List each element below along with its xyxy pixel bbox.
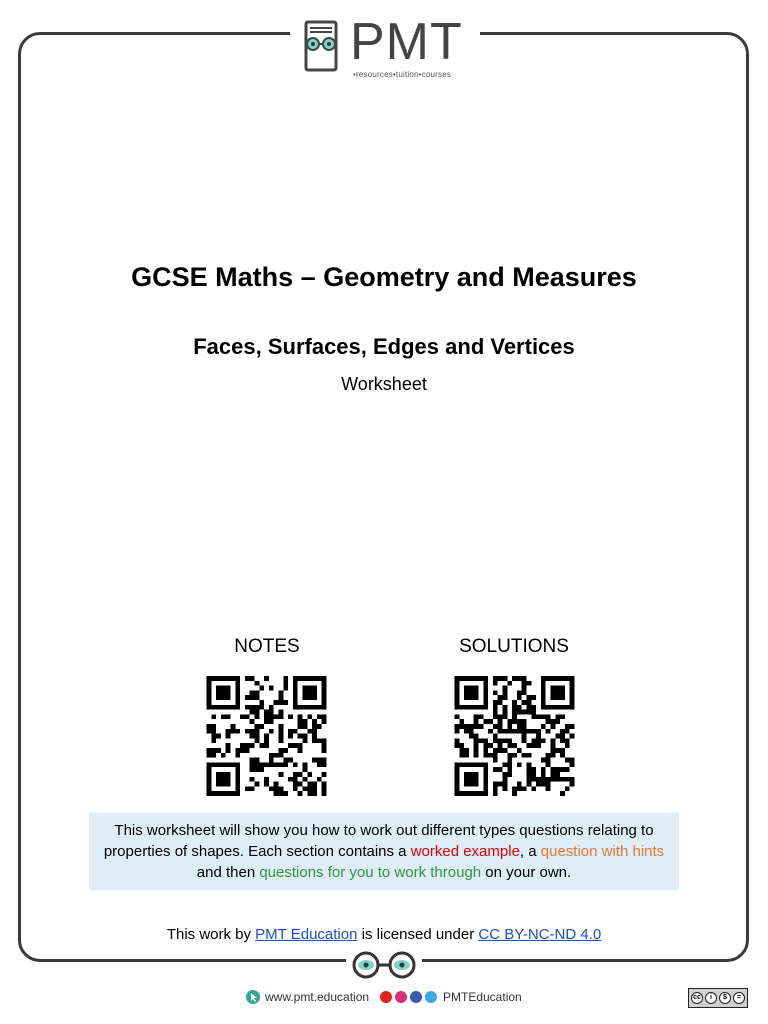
document-subtitle: Faces, Surfaces, Edges and Vertices — [193, 334, 575, 359]
footer-website[interactable] — [246, 990, 369, 1004]
instagram-icon[interactable] — [395, 991, 407, 1003]
cc-icon: cc — [691, 992, 703, 1004]
pmt-education-link[interactable]: PMT Education — [255, 926, 358, 943]
license-prefix: This work by — [166, 926, 256, 943]
info-text: , a — [519, 843, 541, 860]
info-text: on your own. — [481, 864, 572, 881]
worksheet-info-box — [89, 813, 679, 890]
facebook-icon[interactable] — [410, 991, 422, 1003]
twitter-icon[interactable] — [425, 991, 437, 1003]
social-handle: PMTEducation — [443, 990, 522, 1004]
info-text: This worksheet will show you how to work out different types questions relating to properties of shapes. Each section contains a — [103, 822, 654, 860]
document-title: GCSE Maths – Geometry and Measures — [131, 262, 637, 292]
license-middle: is licensed under — [357, 926, 479, 943]
cc-license-link[interactable]: CC BY-NC-ND 4.0 — [478, 926, 602, 943]
website-text: www.pmt.education — [265, 990, 370, 1004]
nd-icon: = — [733, 992, 745, 1004]
worked-example-label: worked example — [410, 843, 520, 860]
pmt-logo — [290, 14, 480, 84]
by-icon: i — [705, 992, 717, 1004]
solutions-qr-code[interactable] — [452, 676, 577, 796]
notes-qr-code[interactable] — [204, 676, 329, 796]
youtube-icon[interactable] — [380, 991, 392, 1003]
solutions-label: SOLUTIONS — [459, 636, 569, 657]
footer-social[interactable] — [380, 990, 522, 1004]
logo-tagline: •resources•tuition•courses — [353, 70, 452, 79]
info-text: and then — [196, 864, 260, 881]
book-icon — [302, 18, 342, 74]
nc-icon: $ — [719, 992, 731, 1004]
document-type: Worksheet — [341, 374, 427, 394]
license-line — [0, 926, 768, 943]
logo-text: PMT — [350, 13, 463, 71]
cursor-icon — [246, 990, 260, 1004]
glasses-icon — [346, 950, 422, 980]
questions-through-label: questions for you to work through — [259, 864, 482, 881]
cc-license-badge[interactable] — [688, 988, 748, 1008]
notes-label: NOTES — [234, 636, 300, 657]
question-with-hints-label: question with hints — [540, 843, 665, 860]
